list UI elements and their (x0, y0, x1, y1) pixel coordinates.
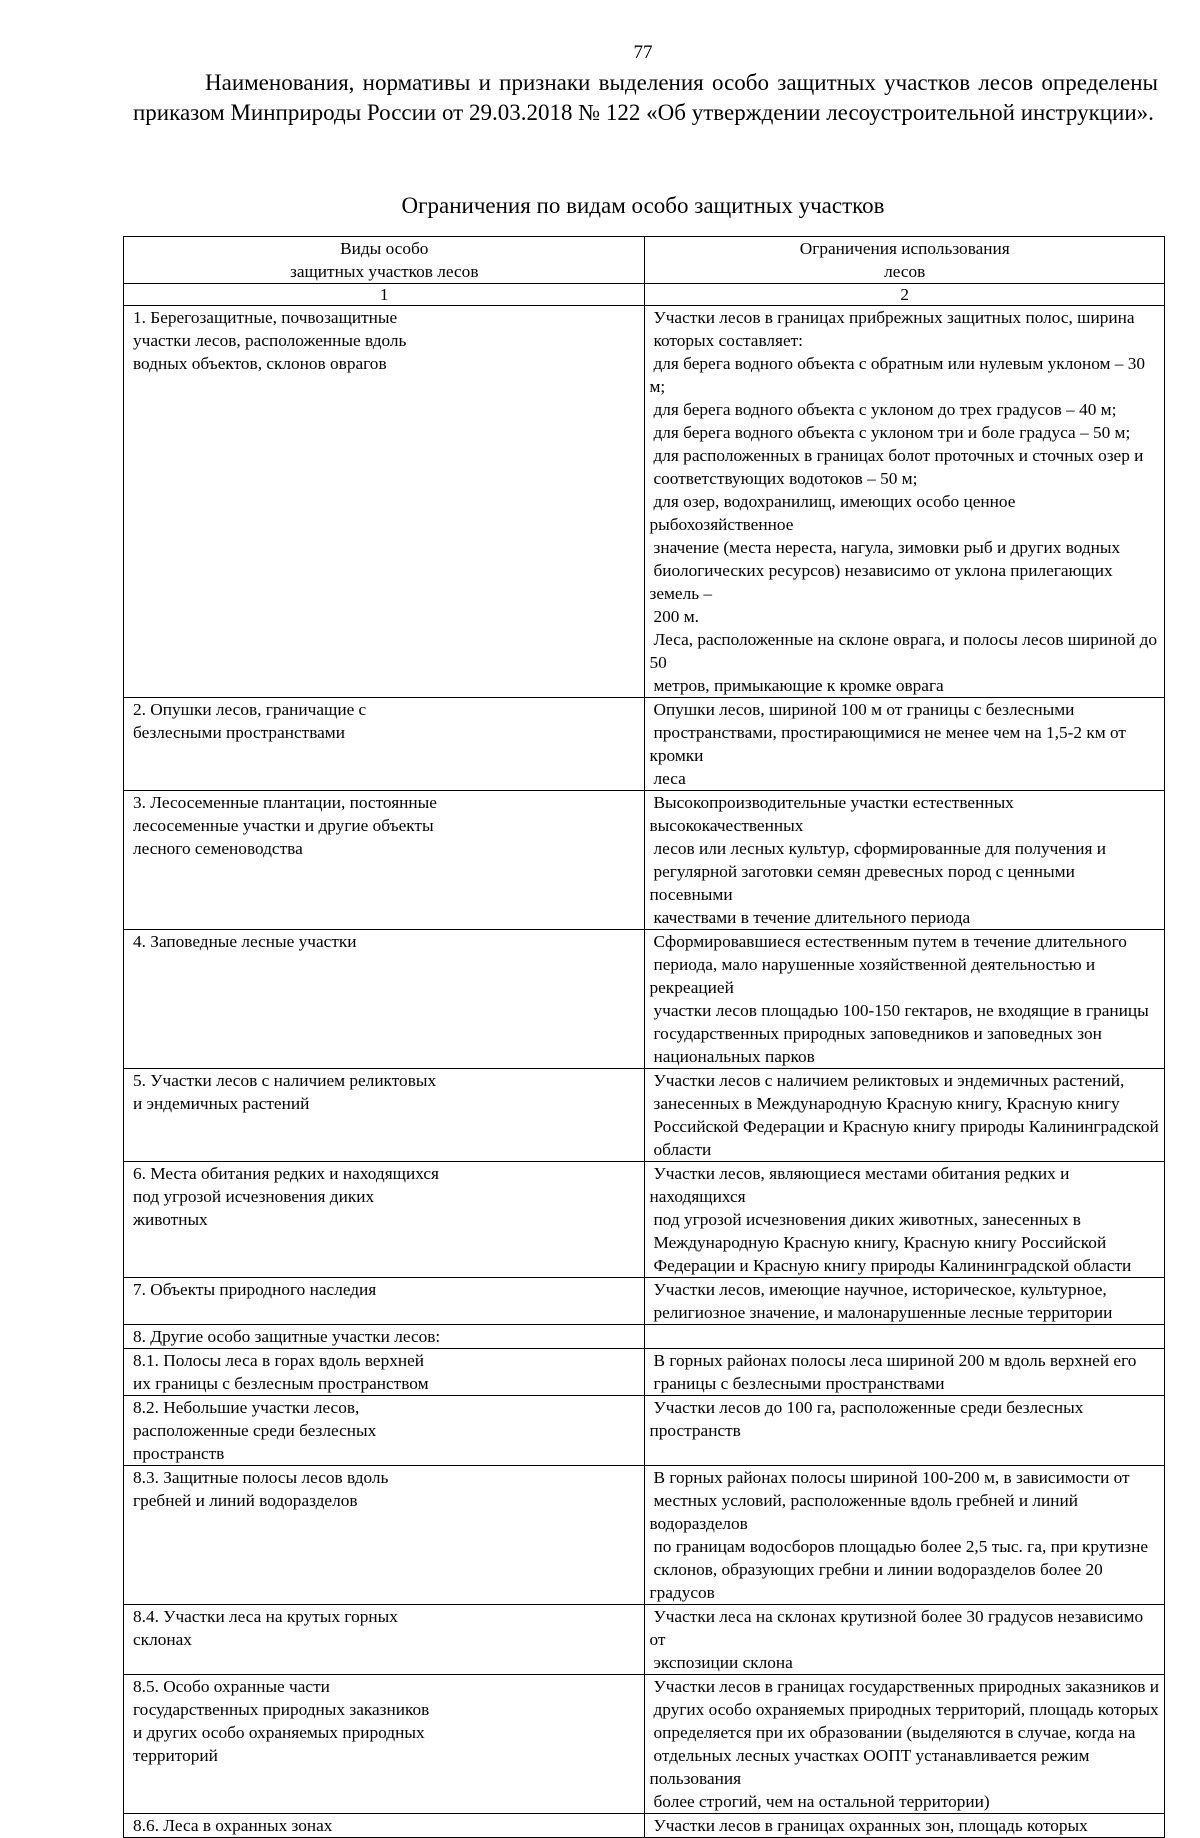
forest-area-kind-cell (124, 1466, 645, 1605)
header-line: Ограничения использования (799, 239, 1010, 258)
cell-line: Участки лесов в границах охранных зон, площадь которых (653, 1816, 1088, 1835)
column-header-limits (644, 237, 1165, 284)
cell-line: Участки лесов с наличием реликтовых и эндемичных растений, (653, 1071, 1125, 1090)
usage-restriction-cell (644, 1605, 1165, 1675)
cell-line: и других особо охраняемых природных (133, 1723, 425, 1742)
cell-line: 1. Берегозащитные, почвозащитные (133, 308, 398, 327)
column-number: 2 (644, 284, 1165, 306)
table-row (124, 698, 1165, 791)
cell-line: для берега водного объекта с уклоном до трех градусов – 40 м; (653, 400, 1117, 419)
usage-restriction-cell (644, 1349, 1165, 1396)
cell-line: безлесными пространствами (133, 723, 345, 742)
cell-line: и эндемичных растений (133, 1094, 310, 1113)
cell-line: Леса, расположенные на склоне оврага, и полосы лесов шириной до 50 (649, 630, 1158, 672)
cell-line: отдельных лесных участках ООПТ устанавливается режим пользования (649, 1746, 1090, 1788)
table-body (124, 306, 1165, 1838)
cell-line: для берега водного объекта с обратным или нулевым уклоном – 30 м; (649, 354, 1146, 396)
cell-line: соответствующих водотоков – 50 м; (653, 469, 918, 488)
cell-line: 5. Участки лесов с наличием реликтовых (133, 1071, 437, 1090)
table-row (124, 1278, 1165, 1325)
table-row (124, 1814, 1165, 1838)
forest-area-kind-cell (124, 698, 645, 791)
cell-line: религиозное значение, и малонарушенные лесные территории (653, 1303, 1113, 1322)
cell-line: 6. Места обитания редких и находящихся (133, 1164, 439, 1183)
cell-line: Российской Федерации и Красную книгу природы Калининградской (653, 1117, 1159, 1136)
cell-line: границы с безлесными пространствами (653, 1374, 945, 1393)
cell-line: лесного семеноводства (133, 839, 303, 858)
cell-line: Участки лесов в границах прибрежных защитных полос, ширина (653, 308, 1135, 327)
usage-restriction-cell (644, 791, 1165, 930)
cell-line: экспозиции склона (653, 1653, 793, 1672)
cell-line: их границы с безлесным пространством (133, 1374, 429, 1393)
cell-line: метров, примыкающие к кромке оврага (653, 676, 944, 695)
cell-line: 8.5. Особо охранные части (133, 1677, 330, 1696)
column-header-kinds (124, 237, 645, 284)
cell-line: которых составляет: (653, 331, 803, 350)
forest-area-kind-cell (124, 1349, 645, 1396)
usage-restriction-cell (644, 698, 1165, 791)
cell-line: Федерации и Красную книгу природы Калининградской области (653, 1256, 1132, 1275)
cell-line: регулярной заготовки семян древесных пород с ценными посевными (649, 862, 1075, 904)
cell-line: территорий (133, 1746, 218, 1765)
cell-line: участки лесов площадью 100-150 гектаров, не входящие в границы (653, 1001, 1149, 1020)
cell-line: для озер, водохранилищ, имеющих особо ценное рыбохозяйственное (649, 492, 1016, 534)
cell-line: Высокопроизводительные участки естественных высококачественных (649, 793, 1014, 835)
cell-line: 8.3. Защитные полосы лесов вдоль (133, 1468, 389, 1487)
cell-line: под угрозой исчезновения диких животных, занесенных в (653, 1210, 1081, 1229)
forest-area-kind-cell (124, 1605, 645, 1675)
cell-line: Участки лесов, являющиеся местами обитания редких и находящихся (649, 1164, 1070, 1206)
cell-line: государственных природных заказников (133, 1700, 430, 1719)
usage-restriction-cell (644, 1069, 1165, 1162)
forest-area-kind-cell (124, 1278, 645, 1325)
cell-line: значение (места нереста, нагула, зимовки рыб и других водных (653, 538, 1121, 557)
cell-line: области (653, 1140, 712, 1159)
usage-restriction-cell (644, 1814, 1165, 1838)
cell-line: Сформировавшиеся естественным путем в течение длительного (653, 932, 1127, 951)
table-row (124, 1605, 1165, 1675)
cell-line: пространствами, простирающимися не менее чем на 1,5-2 км от кромки (649, 723, 1126, 765)
usage-restriction-cell (644, 930, 1165, 1069)
cell-line: 4. Заповедные лесные участки (133, 932, 357, 951)
cell-line: других особо охраняемых природных территорий, площадь которых (653, 1700, 1159, 1719)
header-line: лесов (884, 262, 926, 281)
cell-line: по границам водосборов площадью более 2,5 тыс. га, при крутизне (653, 1537, 1149, 1556)
cell-line: В горных районах полосы леса шириной 200 м вдоль верхней его (653, 1351, 1137, 1370)
usage-restriction-cell (644, 1675, 1165, 1814)
column-number: 1 (124, 284, 645, 306)
cell-line: 2. Опушки лесов, граничащие с (133, 700, 367, 719)
table-row (124, 1162, 1165, 1278)
table-title: Ограничения по видам особо защитных участков (401, 193, 885, 218)
cell-line: Участки лесов в границах государственных природных заказников и (653, 1677, 1159, 1696)
cell-line: под угрозой исчезновения диких (133, 1187, 375, 1206)
table-row (124, 930, 1165, 1069)
forest-area-kind-cell (124, 930, 645, 1069)
table-row (124, 306, 1165, 698)
header-line: Виды особо (340, 239, 429, 258)
cell-line: пространств (133, 1444, 225, 1463)
column-number-row (124, 284, 1165, 306)
cell-line: для расположенных в границах болот проточных и сточных озер и (653, 446, 1144, 465)
table-row (124, 1396, 1165, 1466)
forest-area-kind-cell (124, 791, 645, 930)
usage-restriction-cell (644, 1325, 1165, 1349)
usage-restriction-cell (644, 306, 1165, 698)
cell-line: занесенных в Международную Красную книгу, Красную книгу (653, 1094, 1120, 1113)
forest-area-kind-cell (124, 1162, 645, 1278)
cell-line: 8.6. Леса в охранных зонах (133, 1816, 333, 1835)
usage-restriction-cell (644, 1162, 1165, 1278)
cell-line: участки лесов, расположенные вдоль (133, 331, 407, 350)
cell-line: лесов или лесных культур, сформированные для получения и (653, 839, 1107, 858)
table-row (124, 1325, 1165, 1349)
cell-line: 8.2. Небольшие участки лесов, (133, 1398, 360, 1417)
forest-area-kind-cell (124, 1814, 645, 1838)
cell-line: 8.1. Полосы леса в горах вдоль верхней (133, 1351, 425, 1370)
cell-line: склонов, образующих гребни и линии водоразделов более 20 градусов (649, 1560, 1103, 1602)
cell-line: для берега водного объекта с уклоном три и боле градуса – 50 м; (653, 423, 1131, 442)
cell-line: Международную Красную книгу, Красную книгу Российской (653, 1233, 1107, 1252)
cell-line: В горных районах полосы шириной 100-200 м, в зависимости от (653, 1468, 1130, 1487)
forest-area-kind-cell (124, 1675, 645, 1814)
forest-area-kind-cell (124, 1396, 645, 1466)
cell-line: Участки леса на склонах крутизной более 30 градусов независимо от (649, 1607, 1144, 1649)
cell-line: 200 м. (653, 607, 699, 626)
cell-line: национальных парков (653, 1047, 815, 1066)
usage-restriction-cell (644, 1278, 1165, 1325)
cell-line: биологических ресурсов) независимо от уклона прилегающих земель – (649, 561, 1113, 603)
cell-line: определяется при их образовании (выделяются в случае, когда на (653, 1723, 1136, 1742)
intro-paragraph: Наименования, нормативы и признаки выделения особо защитных участков лесов определены приказом Минприроды России от 29.03.2018 № 122 «Об утверждении лесоустроительной инструкции». (133, 70, 1158, 125)
usage-restriction-cell (644, 1466, 1165, 1605)
table-row (124, 791, 1165, 930)
header-line: защитных участков лесов (290, 262, 479, 281)
cell-line: животных (133, 1210, 208, 1229)
cell-line: расположенные среди безлесных (133, 1421, 377, 1440)
table-row (124, 1349, 1165, 1396)
cell-line: периода, мало нарушенные хозяйственной деятельностью и рекреацией (649, 955, 1096, 997)
forest-area-kind-cell (124, 1069, 645, 1162)
cell-line: местных условий, расположенные вдоль гребней и линий водоразделов (649, 1491, 1079, 1533)
cell-line: более строгий, чем на остальной территории) (653, 1792, 990, 1811)
cell-line: 7. Объекты природного наследия (133, 1280, 377, 1299)
usage-restriction-cell (644, 1396, 1165, 1466)
page-number: 77 (633, 42, 653, 63)
cell-line: гребней и линий водоразделов (133, 1491, 358, 1510)
cell-line: Участки лесов, имеющие научное, историческое, культурное, (653, 1280, 1107, 1299)
cell-line: Опушки лесов, шириной 100 м от границы с безлесными (653, 700, 1075, 719)
forest-area-kind-cell (124, 1325, 645, 1349)
cell-line: водных объектов, склонов оврагов (133, 354, 387, 373)
cell-line: 8. Другие особо защитные участки лесов: (133, 1327, 441, 1346)
cell-line: склонах (133, 1630, 192, 1649)
cell-line: качествами в течение длительного периода (653, 908, 971, 927)
header-row (124, 237, 1165, 284)
cell-line: 3. Лесосеменные плантации, постоянные (133, 793, 437, 812)
table-row (124, 1069, 1165, 1162)
restrictions-table (123, 236, 1165, 1838)
cell-line: лесосеменные участки и другие объекты (133, 816, 434, 835)
cell-line: Участки лесов до 100 га, расположенные среди безлесных пространств (649, 1398, 1084, 1440)
cell-line: леса (653, 769, 686, 788)
forest-area-kind-cell (124, 306, 645, 698)
cell-line: 8.4. Участки леса на крутых горных (133, 1607, 398, 1626)
table-row (124, 1675, 1165, 1814)
cell-line: государственных природных заповедников и заповедных зон (653, 1024, 1102, 1043)
table-row (124, 1466, 1165, 1605)
